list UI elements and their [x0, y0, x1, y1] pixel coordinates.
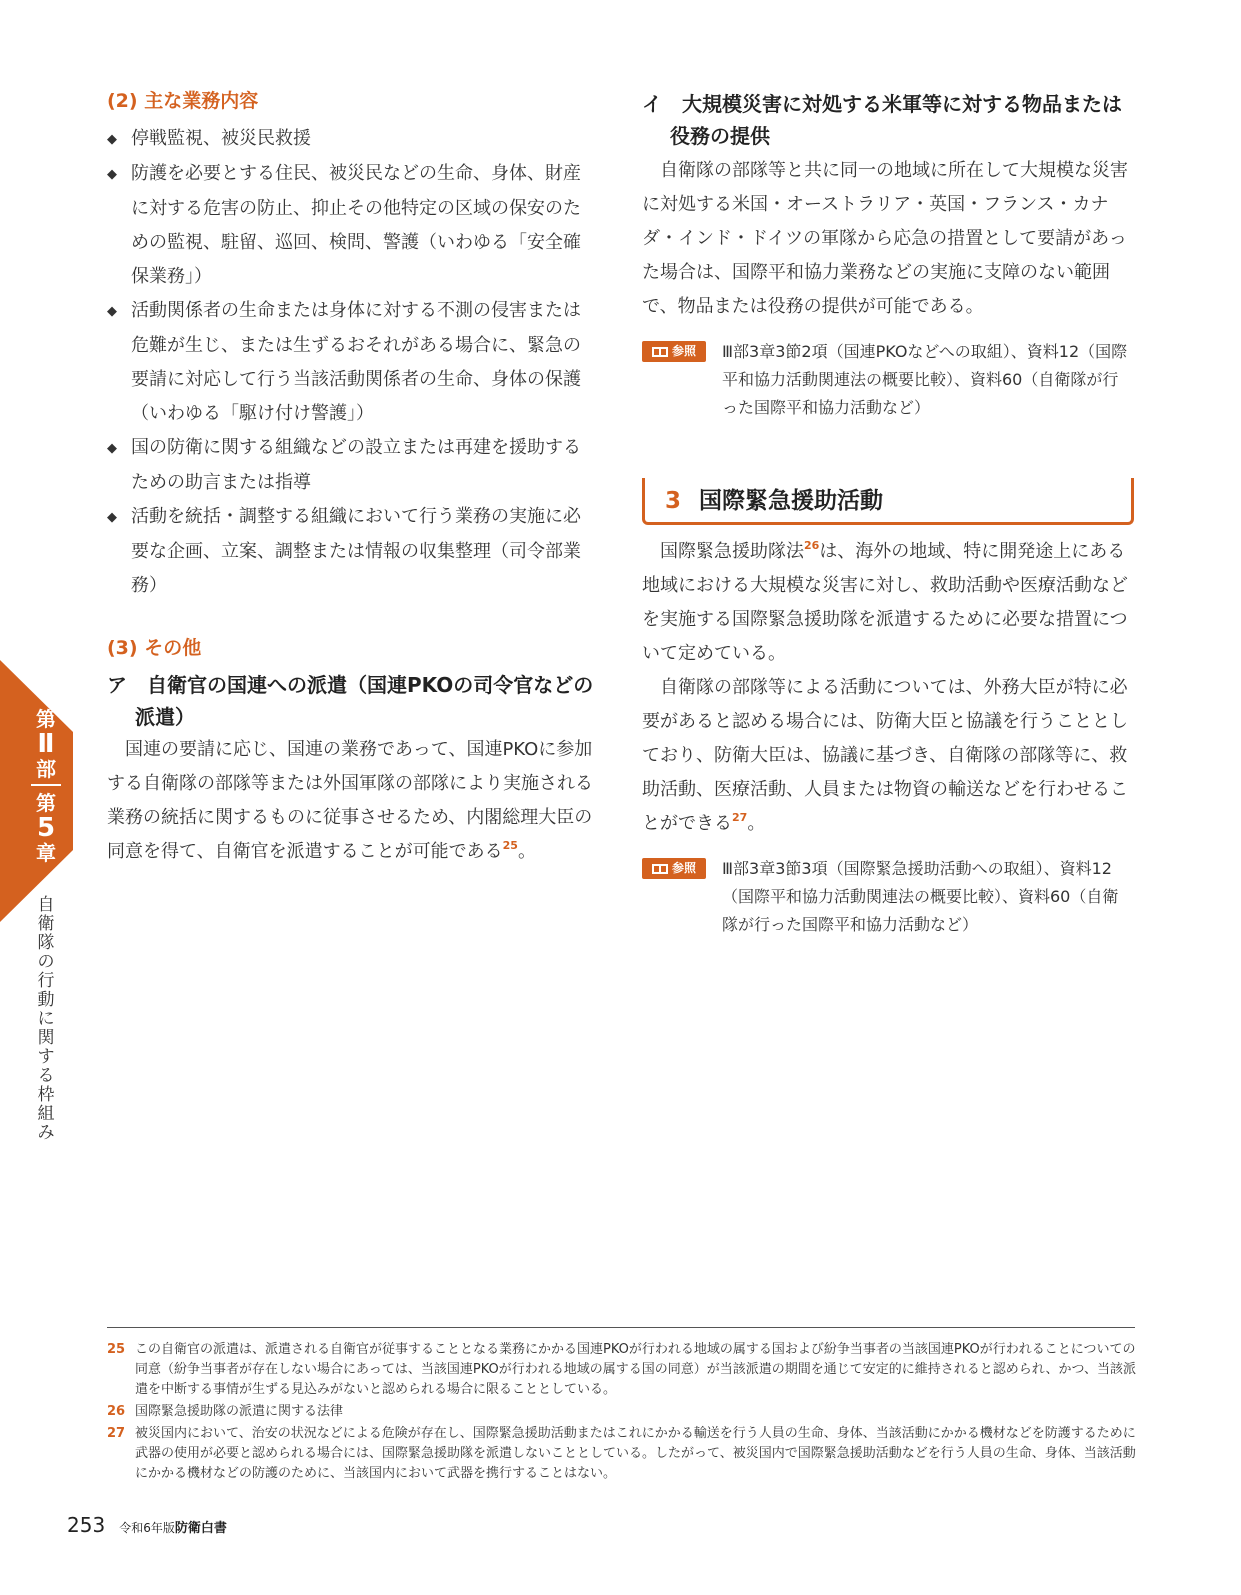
diamond-bullet-icon: ◆: [107, 167, 117, 182]
paragraph-3-2: 自衛隊の部隊等による活動については、外務大臣が特に必要があると認める場合には、防衛大臣と協議を行うこととしており、防衛大臣は、協議に基づき、自衛隊の部隊等に、救助活動、医療活動、人員または物資の輸送などを行わせることができる$^{27}$。: [642, 677, 1128, 834]
subsection-heading-a: ア 自衛官の国連への派遣（国連PKOの司令官などの派遣）: [107, 673, 594, 729]
publication-title: 防衛白書: [174, 1521, 227, 1536]
chapter-title-vertical: 自 衛 隊 の 行 動 に 関 す る 枠 組 み: [37, 895, 55, 1143]
reference-note-2: 参照 Ⅲ部3章3節3項（国際緊急援助活動への取組）、資料12（国際平和協力活動関連法の概要比較）、資料60（自衛隊が行った国際平和協力活動など）: [642, 855, 1134, 939]
section-heading-3: (3) その他: [107, 637, 202, 659]
section-3-title: 3 国際緊急援助活動: [665, 488, 884, 514]
chapter-label: 第 5 章: [36, 791, 56, 865]
reference-badge: 参照: [642, 341, 706, 362]
list-item: ◆ 防護を必要とする住民、被災民などの生命、身体、財産に対する危害の防止、抑止その他特定の区域の保安のための監視、駐留、巡回、検問、警護（いわゆる「安全確保業務」）: [107, 157, 597, 294]
part-label: 第 Ⅱ 部: [36, 707, 56, 781]
paragraph-i: 自衛隊の部隊等と共に同一の地域に所在して大規模な災害に対処する米国・オーストラリア・英国・フランス・カナダ・インド・ドイツの軍隊から応急の措置として要請があった場合は、国際平和協力業務などの実施に支障のない範囲で、物品または役務の提供が可能である。: [642, 160, 1128, 317]
section-heading-2: (2) 主な業務内容: [107, 90, 259, 112]
reference-badge: 参照: [642, 858, 706, 879]
book-icon: [652, 347, 668, 357]
list-item: ◆ 活動関係者の生命または身体に対する不測の侵害または危難が生じ、または生ずるおそれがある場合に、緊急の要請に対応して行う当該活動関係者の生命、身体の保護（いわゆる「駆け付け警護」）: [107, 294, 597, 431]
footnote-ref-26[interactable]: 26: [804, 539, 820, 552]
footnote-rule: [107, 1327, 1135, 1328]
diamond-bullet-icon: ◆: [107, 304, 117, 319]
subsection-heading-i: イ 大規模災害に対処する米軍等に対する物品または役務の提供: [642, 92, 1122, 148]
page-number: 253: [67, 1513, 106, 1537]
section-number: 3: [665, 488, 682, 514]
reference-note-1: 参照 Ⅲ部3章3節2項（国連PKOなどへの取組）、資料12（国際平和協力活動関連法の概要比較）、資料60（自衛隊が行った国際平和協力活動など）: [642, 338, 1134, 422]
diamond-bullet-icon: ◆: [107, 132, 117, 147]
list-item: ◆ 国の防衛に関する組織などの設立または再建を援助するための助言または指導: [107, 431, 597, 500]
list-item: ◆ 活動を統括・調整する組織において行う業務の実施に必要な企画、立案、調整または情報の収集整理（司令部業務）: [107, 500, 597, 603]
footnote-item: 25 この自衛官の派遣は、派遣される自衛官が従事することとなる業務にかかる国連PKOが行われる地域の属する国および紛争当事者の当該国連PKOが行われることについての同意（紛争当事者が存在しない場合にあっては、当該国連PKOが行われる地域の属する国の同意）が当該派遣の期間を通じて安定的に維持されると認められ、かつ、当該派遣を中断する事情が生ずる見込みがないと認められる場合に限ることとしている。: [107, 1342, 1137, 1397]
footnote-ref-25[interactable]: 25: [502, 839, 518, 852]
paragraph-3-1: 国際緊急援助隊法$^{26}$は、海外の地域、特に開発途上にある地域における大規模な災害に対し、救助活動や医療活動などを実施する国際緊急援助隊を派遣するために必要な措置について定めている。: [642, 539, 1128, 664]
book-icon: [652, 864, 668, 874]
chapter-side-tab: [0, 660, 73, 930]
paragraph-a: 国連の要請に応じ、国連の業務であって、国連PKOに参加する自衛隊の部隊等または外国軍隊の部隊により実施される業務の統括に関するものに従事させるため、内閣総理大臣の同意を得て、自衛官を派遣することが可能である$^{25}$。: [107, 739, 593, 862]
list-item: ◆ 停戦監視、被災民救援: [107, 122, 597, 157]
footnote-item: 27 被災国内において、治安の状況などによる危険が存在し、国際緊急援助活動またはこれにかかる輸送を行う人員の生命、身体、当該活動にかかる機材などを防護するために武器の使用が必要と認められる場合には、国際緊急援助隊を派遣しないこととしている。したがって、被災国内で国際緊急援助活動などを行う人員の生命、身体、当該活動にかかる機材などの防護のために、当該国内において武器を携行することはない。: [107, 1426, 1136, 1481]
footnotes: [107, 1340, 1137, 1486]
tab-divider: [31, 784, 61, 786]
section-3-heading-box: [642, 478, 1134, 525]
diamond-bullet-icon: ◆: [107, 510, 117, 525]
diamond-bullet-icon: ◆: [107, 441, 117, 456]
footnote-ref-27[interactable]: 27: [732, 811, 748, 824]
footnote-item: 26 国際緊急援助隊の派遣に関する法律: [107, 1404, 344, 1419]
edition-label: 令和6年版: [119, 1521, 175, 1535]
page-footer: [67, 1513, 227, 1537]
right-column: [642, 88, 1134, 939]
left-column: [107, 80, 597, 869]
